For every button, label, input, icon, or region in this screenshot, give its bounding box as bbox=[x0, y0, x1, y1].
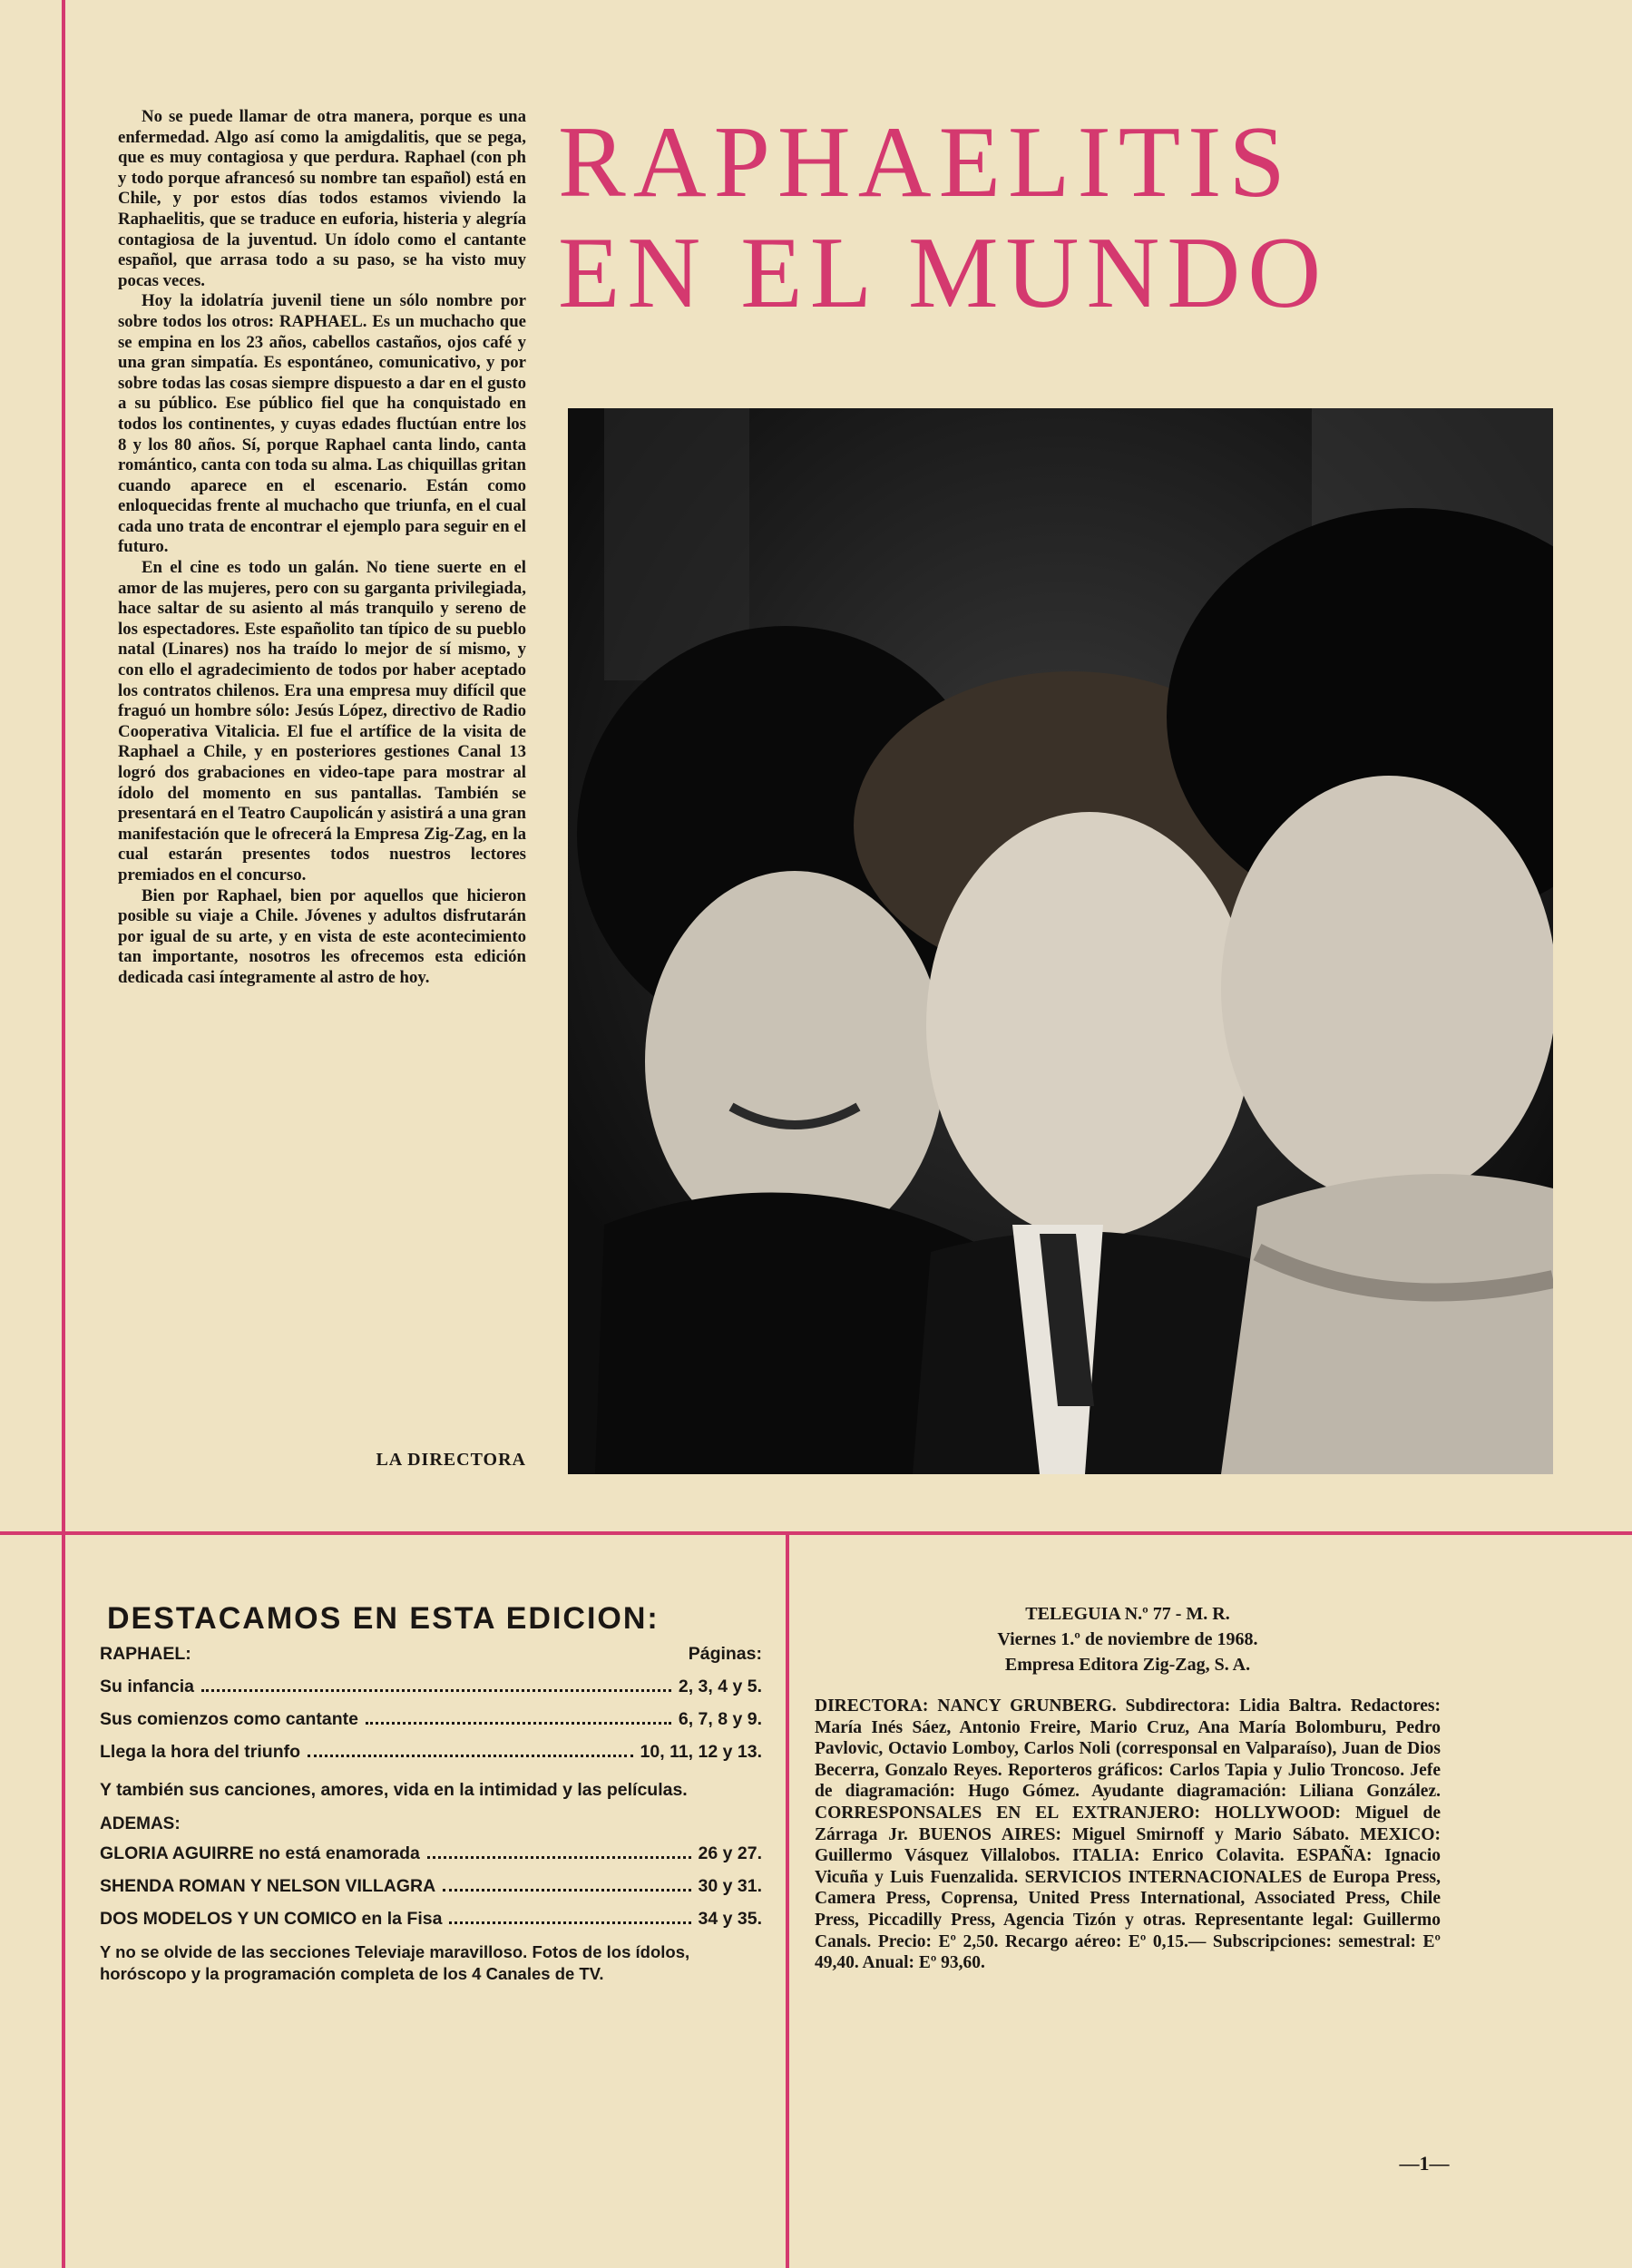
highlight-item-pages: 2, 3, 4 y 5. bbox=[678, 1677, 762, 1696]
left-margin-rule bbox=[62, 0, 65, 2268]
headline-line-1: RAPHAELITIS bbox=[558, 106, 1293, 219]
leader-dots bbox=[366, 1722, 671, 1725]
extra-item-pages: 30 y 31. bbox=[698, 1876, 762, 1896]
intro-paragraph: Hoy la idolatría juvenil tiene un sólo nombre por sobre todos los otros: RAPHAEL. Es un muchacho que se empina en los 23 años, cabellos castaños, ojos café y una gran simpatía. Es espontáneo, comunicativo, y por sobre todas las cosas siempre dispuesto a dar en el gusto a su público. Ese público fiel que ha conquistado en todos los continentes, y cuyas edades fluctúan entre los 8 y los 80 años. Sí, porque Raphael canta lindo, canta romántico, canta con toda su alma. Las chiquillas gritan cuando aparece en el escenario. Están como enloquecidas frente al muchacho que triunfa, en el cual cada uno trata de encontrar el ejemplo para seguir en el futuro. bbox=[118, 291, 526, 557]
intro-paragraph: En el cine es todo un galán. No tiene suerte en el amor de las mujeres, pero con su garganta privilegiada, hace saltar de su asiento al más tranquilo y sereno de los espectadores. Este españolito tan típico de su pueblo natal (Linares) nos ha traído lo mejor de sí mismo, y con ello el agradecimiento de todos por haber aceptado los contratos chilenos. Era una empresa muy difícil que fraguó un hombre sólo: Jesús López, directivo de Radio Cooperativa Vitalicia. El fue el artífice de la visita de Raphael a Chile, y en posteriores gestiones Canal 13 logró dos grabaciones en video-tape para mostrar al ídolo del momento en sus pantallas. También se presentará en el Teatro Caupolicán y asistirá a una gran manifestación que le ofrecerá la Empresa Zig-Zag, en la cual estarán presentes todos nuestros lectores premiados en el concurso. bbox=[118, 558, 526, 885]
intro-paragraph: No se puede llamar de otra manera, porque es una enfermedad. Algo así como la amigdalitis, que se pega, que es muy contagiosa y que perdura. Raphael (con ph y todo porque afrancesó su nombre tan español) está en Chile, y por estos días todos estamos viviendo la Raphaelitis, que se traduce en euforia, histeria y alegría contagiosa de la juventud. Un ídolo como el cantante español, que arrasa todo a su paso, se ha visto muy pocas veces. bbox=[118, 107, 526, 290]
headline-line-2: EN EL MUNDO bbox=[558, 217, 1329, 329]
highlight-item-label: Sus comienzos como cantante bbox=[100, 1709, 358, 1729]
staff-credits: DIRECTORA: NANCY GRUNBERG. Subdirectora: Lidia Baltra. Redactores: María Inés Sáez, Antonio Freire, Mario Cruz, Ana María Bolomburu, Pedro Pavlovic, Octavio Lomboy, Carlos Noli (corresponsal en Valparaíso), Juan de Dios Becerra, Gonzalo Reyes. Reporteros gráficos: Carlos Tapia y Julio Troncoso. Jefe de diagramación: Hugo Gómez. Ayudante diagramación: Liliana González. CORRESPONSALES EN EL EXTRANJERO: HOLLYWOOD: Miguel de Zárraga Jr. BUENOS AIRES: Miguel Smirnoff y Mario Sábato. MEXICO: Guillermo Vásquez Villalobos. ITALIA: Enrico Colavita. ESPAÑA: Ignacio Vicuña y Luis Fuenzalida. SERVICIOS INTERNACIONALES de Europa Press, Camera Press, Coprensa, United Press International, Associated Press, Chile Press, Piccadilly Press, Agencia Tizón y otras. Representante legal: Guillermo Canals. Precio: Eº 2,50. Recargo aéreo: Eº 0,15.— Subscripciones: semestral: Eº 49,40. Anual: Eº 93,60. bbox=[815, 1696, 1441, 1973]
highlights-also-text: Y también sus canciones, amores, vida en la intimidad y las películas. bbox=[100, 1780, 688, 1800]
extra-item-pages: 26 y 27. bbox=[698, 1843, 762, 1863]
intro-paragraph: Bien por Raphael, bien por aquellos que hicieron posible su viaje a Chile. Jóvenes y adultos disfrutarán por igual de su arte, y en vista de este acontecimiento tan importante, nosotros les ofrecemos esta edición dedicada casi íntegramente al astro de hoy. bbox=[118, 885, 526, 987]
leader-dots bbox=[449, 1921, 690, 1924]
headline bbox=[558, 107, 1556, 328]
page-number: —1— bbox=[1399, 2152, 1450, 2175]
publisher: Empresa Editora Zig-Zag, S. A. bbox=[1004, 1655, 1251, 1675]
intro-article bbox=[118, 107, 526, 989]
leader-dots bbox=[201, 1689, 671, 1692]
issue-date: Viernes 1.º de noviembre de 1968. bbox=[997, 1629, 1258, 1649]
issue-number: TELEGUIA N.º 77 - M. R. bbox=[1025, 1604, 1230, 1624]
highlight-item bbox=[100, 1677, 762, 1697]
extra-item bbox=[100, 1843, 762, 1864]
article-signature: LA DIRECTORA bbox=[376, 1450, 526, 1470]
ademas-label: ADEMAS: bbox=[100, 1814, 181, 1833]
highlight-item-pages: 10, 11, 12 y 13. bbox=[640, 1742, 762, 1762]
extra-item-label: GLORIA AGUIRRE no está enamorada bbox=[100, 1843, 420, 1863]
leader-dots bbox=[443, 1889, 690, 1892]
highlights-section-header bbox=[100, 1644, 762, 1665]
highlight-item bbox=[100, 1709, 762, 1730]
section-label: RAPHAEL: bbox=[100, 1644, 191, 1664]
highlight-item-label: Su infancia bbox=[100, 1677, 195, 1696]
leader-dots bbox=[427, 1856, 691, 1859]
extra-item-label: DOS MODELOS Y UN COMICO en la Fisa bbox=[100, 1909, 443, 1929]
section-divider-rule bbox=[0, 1531, 1632, 1535]
column-divider-rule bbox=[786, 1531, 789, 2268]
photo-illustration bbox=[568, 408, 1553, 1474]
photo-raphael-with-two-women bbox=[568, 408, 1553, 1474]
extra-item bbox=[100, 1876, 762, 1897]
leader-dots bbox=[308, 1755, 633, 1757]
highlights-footer: Y no se olvide de las secciones Televiaje maravilloso. Fotos de los ídolos, horóscopo y la programación completa de los 4 Canales de TV. bbox=[100, 1942, 690, 1983]
pages-label: Páginas: bbox=[688, 1644, 762, 1664]
highlights-section bbox=[100, 1601, 762, 1985]
highlight-item-label: Llega la hora del triunfo bbox=[100, 1742, 301, 1762]
highlight-item bbox=[100, 1742, 762, 1763]
extra-item bbox=[100, 1909, 762, 1930]
highlights-heading: DESTACAMOS EN ESTA EDICION: bbox=[107, 1601, 660, 1636]
extra-item-label: SHENDA ROMAN Y NELSON VILLAGRA bbox=[100, 1876, 436, 1896]
extra-item-pages: 34 y 35. bbox=[698, 1909, 762, 1929]
highlight-item-pages: 6, 7, 8 y 9. bbox=[678, 1709, 762, 1729]
masthead bbox=[815, 1601, 1441, 1974]
